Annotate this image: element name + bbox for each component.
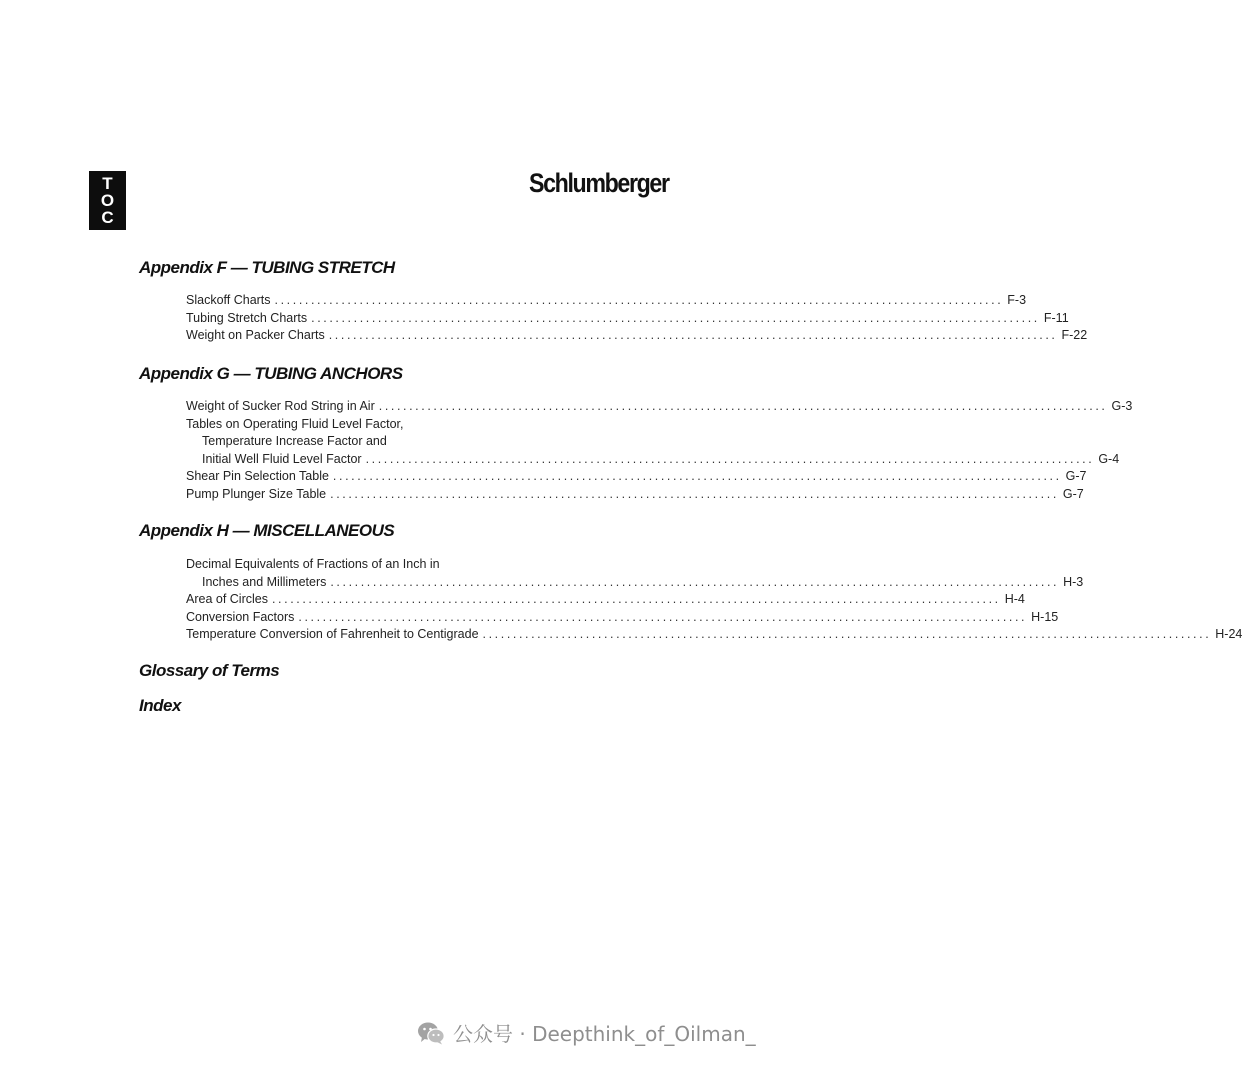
entry-page: G-4 xyxy=(1098,451,1120,466)
toc-entry-last-line xyxy=(186,451,1120,469)
toc-entry[interactable] xyxy=(186,591,1025,609)
toc-entry[interactable] xyxy=(186,486,1084,504)
wechat-icon xyxy=(417,1021,445,1045)
toc-entry[interactable] xyxy=(186,327,1088,345)
entry-page: G-3 xyxy=(1111,399,1133,413)
toc-entry-last-line xyxy=(186,574,1084,592)
watermark xyxy=(417,1018,756,1047)
entry-label: Pump Plunger Size Table xyxy=(186,486,327,501)
entry-label: Weight on Packer Charts xyxy=(186,328,325,343)
toc-entry-multiline[interactable] xyxy=(186,556,1084,591)
section-title-appendix-h[interactable]: Appendix H — MISCELLANEOUS xyxy=(139,521,395,540)
entry-page: G-7 xyxy=(1062,486,1084,501)
dot-leader: ........................................................................................................................ xyxy=(274,293,1004,307)
toc-entry[interactable] xyxy=(186,626,1242,644)
entry-label: Slackoff Charts xyxy=(186,293,271,307)
dot-leader: ........................................................................................................................ xyxy=(271,592,1001,607)
dot-leader: ........................................................................................................................ xyxy=(311,310,1040,325)
entry-label: Inches and Millimeters xyxy=(202,574,327,589)
entry-page: H-3 xyxy=(1063,574,1084,589)
dot-leader: ........................................................................................................................ xyxy=(332,469,1062,484)
toc-tab[interactable] xyxy=(89,171,126,230)
section-title-glossary[interactable]: Glossary of Terms xyxy=(139,661,280,680)
entry-label: Shear Pin Selection Table xyxy=(186,469,329,484)
toc-letter: T xyxy=(102,174,113,193)
entry-page: H-15 xyxy=(1031,609,1059,624)
schlumberger-logo: Schlumberger xyxy=(529,168,669,198)
toc-letter: O xyxy=(100,191,115,210)
dot-leader: ........................................................................................................................ xyxy=(330,574,1060,589)
entry-label: Weight of Sucker Rod String in Air xyxy=(186,399,375,413)
entry-label: Initial Well Fluid Level Factor xyxy=(202,451,362,466)
toc-entry[interactable] xyxy=(186,292,1027,310)
entries-appendix-g xyxy=(186,398,1133,504)
dot-leader: ........................................................................................................................ xyxy=(328,328,1058,343)
dot-leader: ........................................................................................................................ xyxy=(298,609,1028,624)
toc-entry[interactable] xyxy=(186,398,1133,416)
entry-label: Area of Circles xyxy=(186,592,268,607)
dot-leader: ........................................................................................................................ xyxy=(378,399,1108,413)
entry-page: H-4 xyxy=(1004,592,1025,607)
entry-label-line: Temperature Increase Factor and xyxy=(202,434,387,449)
section-title-appendix-f[interactable]: Appendix F — TUBING STRETCH xyxy=(139,258,395,277)
watermark-text: 公众号 · Deepthink_of_Oilman_ xyxy=(453,1022,756,1046)
entry-page: F-11 xyxy=(1043,310,1069,325)
toc-entry[interactable] xyxy=(186,609,1059,627)
dot-leader: ........................................................................................................................ xyxy=(365,451,1095,466)
toc-letter: C xyxy=(101,208,114,227)
entry-label-line: Decimal Equivalents of Fractions of an Inch in xyxy=(186,557,440,571)
toc-entry-multiline[interactable] xyxy=(186,416,1120,469)
entry-label: Tubing Stretch Charts xyxy=(186,310,308,325)
entry-label: Conversion Factors xyxy=(186,609,295,624)
toc-entry[interactable] xyxy=(186,310,1069,328)
entry-page: G-7 xyxy=(1065,469,1087,484)
section-title-appendix-g[interactable]: Appendix G — TUBING ANCHORS xyxy=(139,364,403,383)
entry-page: F-22 xyxy=(1061,328,1088,343)
section-title-index[interactable]: Index xyxy=(139,696,181,715)
dot-leader: ........................................................................................................................ xyxy=(482,627,1212,642)
dot-leader: ........................................................................................................................ xyxy=(330,486,1059,501)
entries-appendix-h xyxy=(186,556,1242,644)
entries-appendix-f xyxy=(186,292,1088,345)
entry-page: H-24 xyxy=(1215,627,1242,642)
entry-label: Temperature Conversion of Fahrenheit to Centigrade xyxy=(186,627,479,642)
entry-page: F-3 xyxy=(1007,293,1027,307)
entry-label-line: Tables on Operating Fluid Level Factor, xyxy=(186,416,404,431)
toc-entry[interactable] xyxy=(186,468,1087,486)
